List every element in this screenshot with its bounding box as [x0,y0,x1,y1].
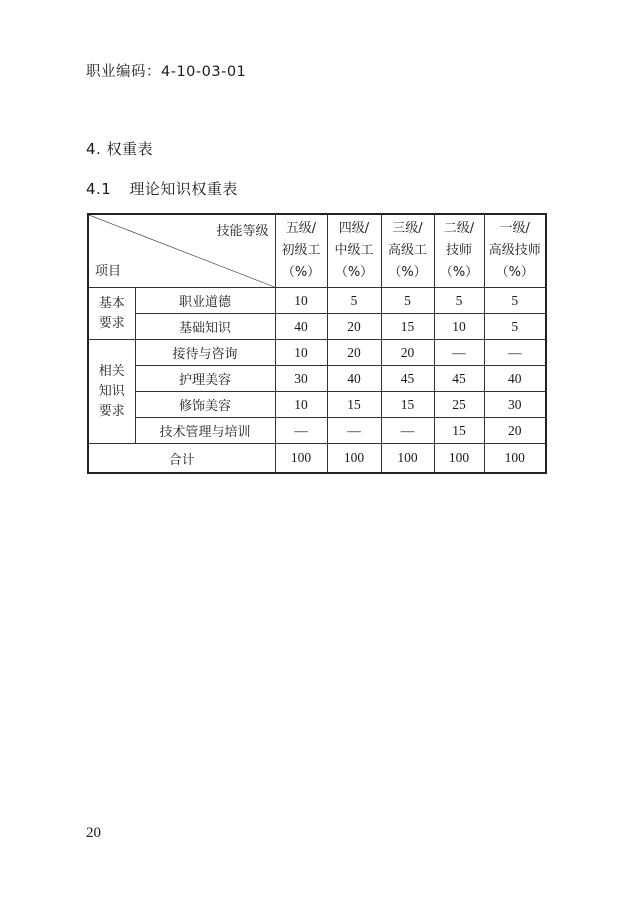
item-label: 接待与咨询 [135,340,275,366]
table-row [88,366,546,392]
table-row [88,340,546,366]
page-number: 20 [86,825,101,841]
level-header: 四级/ 中级工 （%） [327,214,381,288]
value-cell: 5 [381,288,434,314]
value-cell: — [275,418,327,444]
value-cell: 5 [327,288,381,314]
value-cell: — [327,418,381,444]
total-label: 合计 [88,444,275,474]
value-cell: 20 [327,314,381,340]
theory-weight-table [87,213,547,474]
level-header: 五级/ 初级工 （%） [275,214,327,288]
group-label-related: 相关 知识 要求 [88,340,135,444]
value-cell: 20 [484,418,546,444]
level-header: 一级/ 高级技师 （%） [484,214,546,288]
value-cell: — [484,340,546,366]
value-cell: 10 [275,392,327,418]
item-label: 技术管理与培训 [135,418,275,444]
value-cell: 45 [381,366,434,392]
value-cell: 10 [275,340,327,366]
occupation-code: 职业编码：4-10-03-01 [86,64,247,80]
total-value: 100 [484,444,546,474]
value-cell: — [381,418,434,444]
table-row [88,314,546,340]
value-cell: 40 [484,366,546,392]
corner-cell [88,214,275,288]
table-row [88,288,546,314]
value-cell: 20 [327,340,381,366]
item-label: 基础知识 [135,314,275,340]
subsection-number: 4.1 [86,180,112,198]
header-row [88,214,546,288]
corner-bottom-label: 项目 [95,264,122,279]
level-header: 三级/ 高级工 （%） [381,214,434,288]
corner-top-label: 技能等级 [216,224,269,239]
total-value: 100 [434,444,484,474]
value-cell: 15 [327,392,381,418]
table-row [88,418,546,444]
subsection-text: 理论知识权重表 [129,180,238,198]
total-value: 100 [275,444,327,474]
value-cell: 10 [434,314,484,340]
value-cell: 15 [381,392,434,418]
value-cell: 5 [484,288,546,314]
section-title: 4. 权重表 [86,140,154,158]
item-label: 护理美容 [135,366,275,392]
value-cell: — [434,340,484,366]
item-label: 职业道德 [135,288,275,314]
value-cell: 15 [434,418,484,444]
value-cell: 30 [484,392,546,418]
value-cell: 20 [381,340,434,366]
item-label: 修饰美容 [135,392,275,418]
value-cell: 10 [275,288,327,314]
value-cell: 25 [434,392,484,418]
total-value: 100 [327,444,381,474]
value-cell: 45 [434,366,484,392]
value-cell: 15 [381,314,434,340]
value-cell: 40 [275,314,327,340]
subsection-title [86,178,238,199]
total-row [88,444,546,474]
value-cell: 30 [275,366,327,392]
value-cell: 5 [434,288,484,314]
level-header: 二级/ 技师 （%） [434,214,484,288]
table-row [88,392,546,418]
value-cell: 5 [484,314,546,340]
value-cell: 40 [327,366,381,392]
group-label-basic: 基本 要求 [88,288,135,340]
total-value: 100 [381,444,434,474]
